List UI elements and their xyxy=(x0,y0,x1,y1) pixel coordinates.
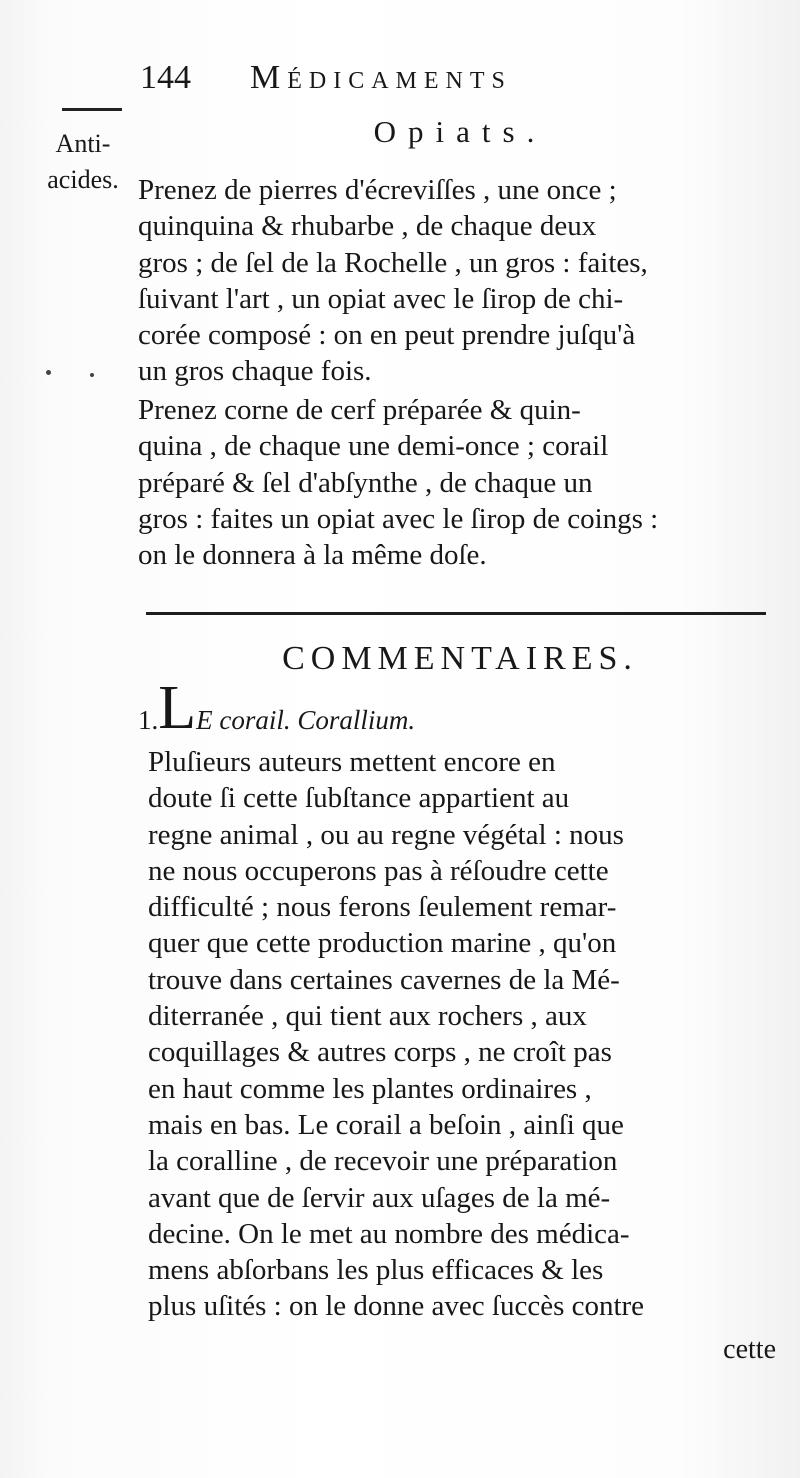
section-divider xyxy=(146,612,766,615)
text-line: quer que cette production marine , qu'on xyxy=(148,927,617,960)
text-line: doute ſi cette ſubſtance appartient au xyxy=(148,782,570,815)
text-line: Pluſieurs auteurs mettent encore en xyxy=(148,746,556,778)
text-line: mais en bas. Le corail a beſoin , ainſi que xyxy=(148,1108,624,1141)
text-line: gros : faites un opiat avec le ſirop de coings : xyxy=(138,502,659,535)
margin-note-line: acides. xyxy=(47,165,119,194)
text-line: mens abſorbans les plus efficaces & les xyxy=(148,1254,604,1287)
recipe-paragraph-2 xyxy=(138,392,766,573)
section-heading: Opiats. xyxy=(373,114,547,149)
commentary-subject: E corail. Corallium. xyxy=(196,705,416,735)
text-line: ne nous occuperons pas à réſoudre cette xyxy=(148,854,609,887)
commentary-heading: COMMENTAIRES. xyxy=(282,640,638,677)
text-line: quinquina & rhubarbe , de chaque deux xyxy=(138,210,597,243)
text-line: en haut comme les plantes ordinaires , xyxy=(148,1072,592,1105)
text-line: diterranée , qui tient aux rochers , aux xyxy=(148,1000,587,1033)
margin-note-line: Anti- xyxy=(55,129,111,158)
ink-speck xyxy=(46,370,51,375)
ink-speck xyxy=(90,373,94,377)
text-line: la coralline , de recevoir une préparation xyxy=(148,1145,618,1178)
commentary-body xyxy=(148,744,766,1325)
text-line: Prenez corne de cerf préparée & quin- xyxy=(138,394,581,426)
text-line: on le donnera à la même doſe. xyxy=(138,539,487,572)
text-line: préparé & ſel d'abſynthe , de chaque un xyxy=(138,466,593,499)
page-number: 144 xyxy=(140,59,191,96)
margin-rule xyxy=(62,108,122,111)
running-title: Médicaments xyxy=(250,59,512,96)
text-line: quina , de chaque une demi-once ; corail xyxy=(138,430,609,463)
text-line: ſuivant l'art , un opiat avec le ſirop de chi- xyxy=(138,282,624,315)
commentary-number: 1. xyxy=(138,705,159,735)
text-line: decine. On le met au nombre des médica- xyxy=(148,1217,630,1250)
margin-note xyxy=(28,126,138,198)
text-line: plus uſités : on le donne avec ſuccès contre xyxy=(148,1290,645,1323)
catchword: cette xyxy=(723,1334,776,1365)
text-line: gros ; de ſel de la Rochelle , un gros : faites, xyxy=(138,246,648,279)
text-line: Prenez de pierres d'écreviſſes , une once ; xyxy=(138,174,617,206)
text-line: avant que de ſervir aux uſages de la mé- xyxy=(148,1181,611,1214)
drop-cap: L xyxy=(158,674,197,742)
text-line: un gros chaque fois. xyxy=(138,355,372,388)
text-line: coquillages & autres corps , ne croît pas xyxy=(148,1036,612,1069)
text-line: difficulté ; nous ferons ſeulement remar- xyxy=(148,891,617,924)
commentary-first-line xyxy=(138,674,778,742)
text-line: corée composé : on en peut prendre juſqu'à xyxy=(138,319,636,352)
running-header xyxy=(140,58,640,98)
recipe-paragraph-1 xyxy=(138,172,766,390)
text-line: regne animal , ou au regne végétal : nous xyxy=(148,818,624,851)
text-line: trouve dans certaines cavernes de la Mé- xyxy=(148,963,620,996)
